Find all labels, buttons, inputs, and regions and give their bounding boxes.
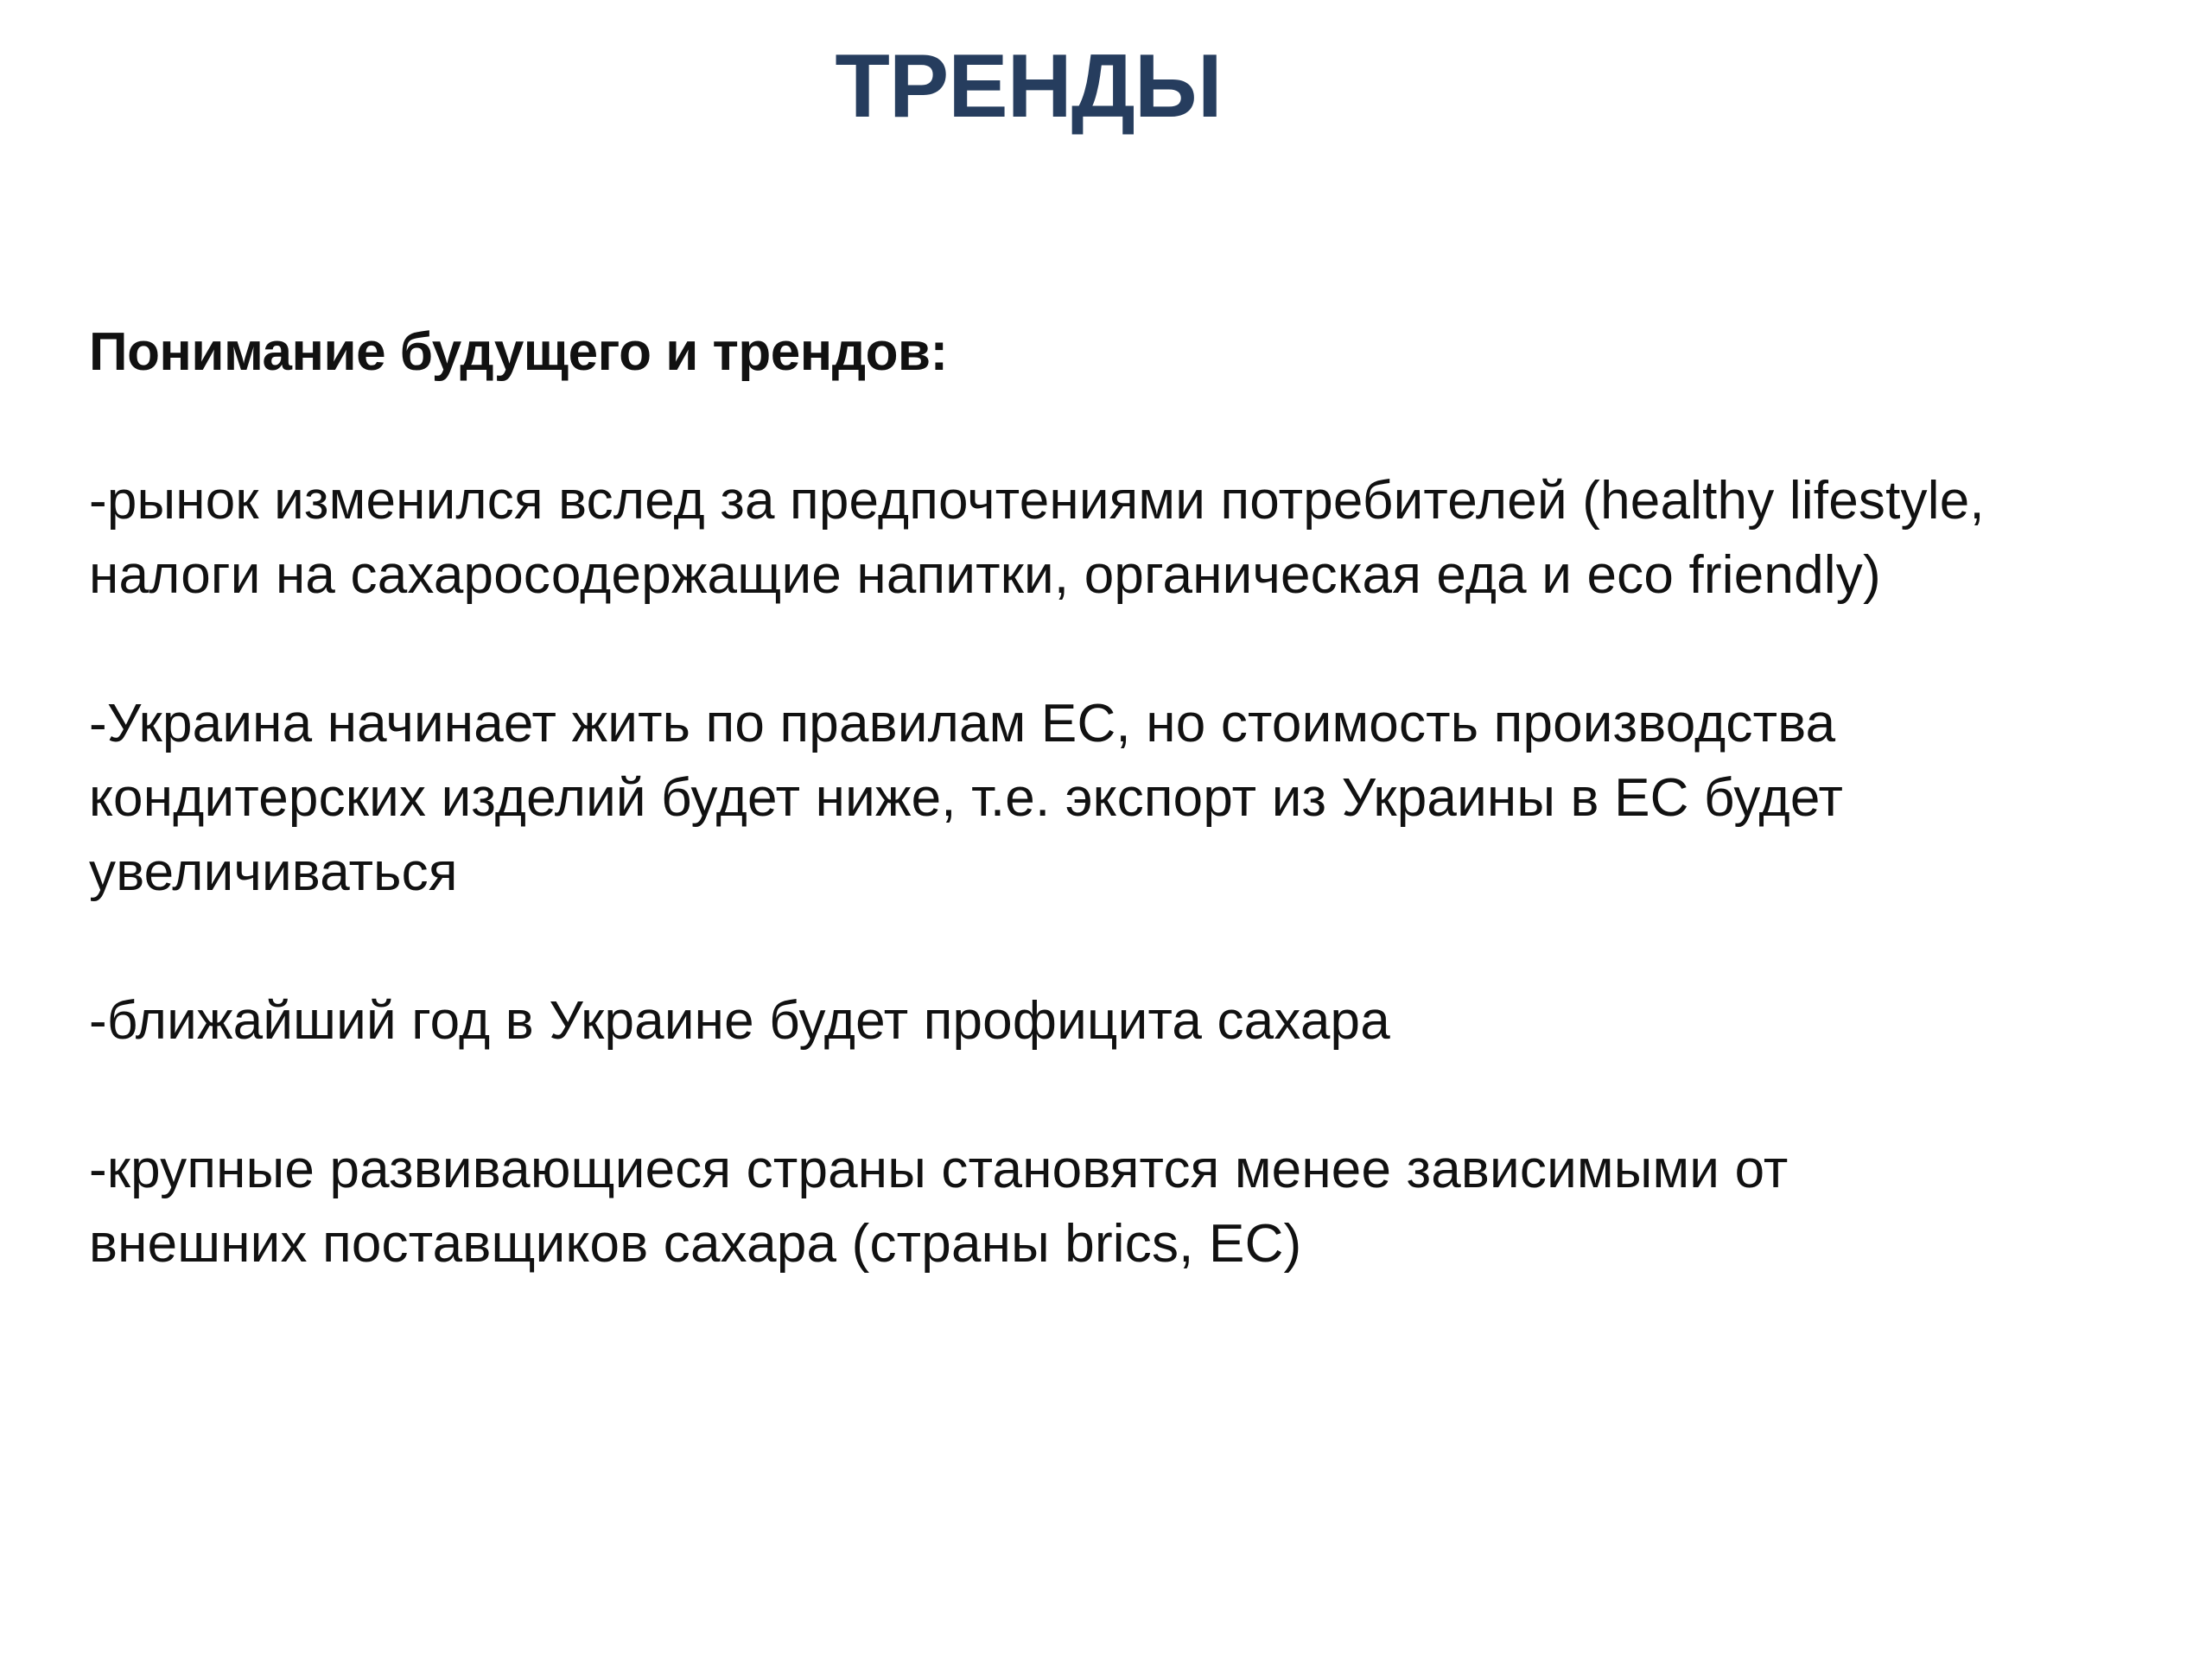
slide-title: ТРЕНДЫ <box>835 36 1222 137</box>
trend-text-line: -крупные развивающиеся страны становятся менее зависимыми от <box>89 1140 1789 1199</box>
trend-text-line: увеличиваться <box>89 842 458 902</box>
trend-text-line: налоги на сахаросодержащие напитки, органическая еда и eco friendly) <box>89 545 1881 605</box>
trend-item-developing-countries <box>89 1133 2145 1281</box>
trend-item-ukraine-eu <box>89 687 2145 910</box>
trend-text-line: кондитерских изделий будет ниже, т.е. экспорт из Украины в ЕС будет <box>89 768 1844 828</box>
intro-heading: Понимание будущего и трендов: <box>89 322 948 382</box>
trend-item-sugar-surplus <box>89 984 2145 1058</box>
trend-text-line: -ближайший год в Украине будет профицита сахара <box>89 991 1390 1051</box>
trend-text-line: -рынок изменился вслед за предпочтениями потребителей (healthy lifestyle, <box>89 471 1985 531</box>
trend-text-line: внешних поставщиков сахара (страны brics, ЕС) <box>89 1214 1302 1274</box>
trend-item-market <box>89 464 2145 613</box>
slide-content <box>89 315 2145 1281</box>
trend-text-line: -Украина начинает жить по правилам ЕС, но стоимость производства <box>89 694 1836 753</box>
